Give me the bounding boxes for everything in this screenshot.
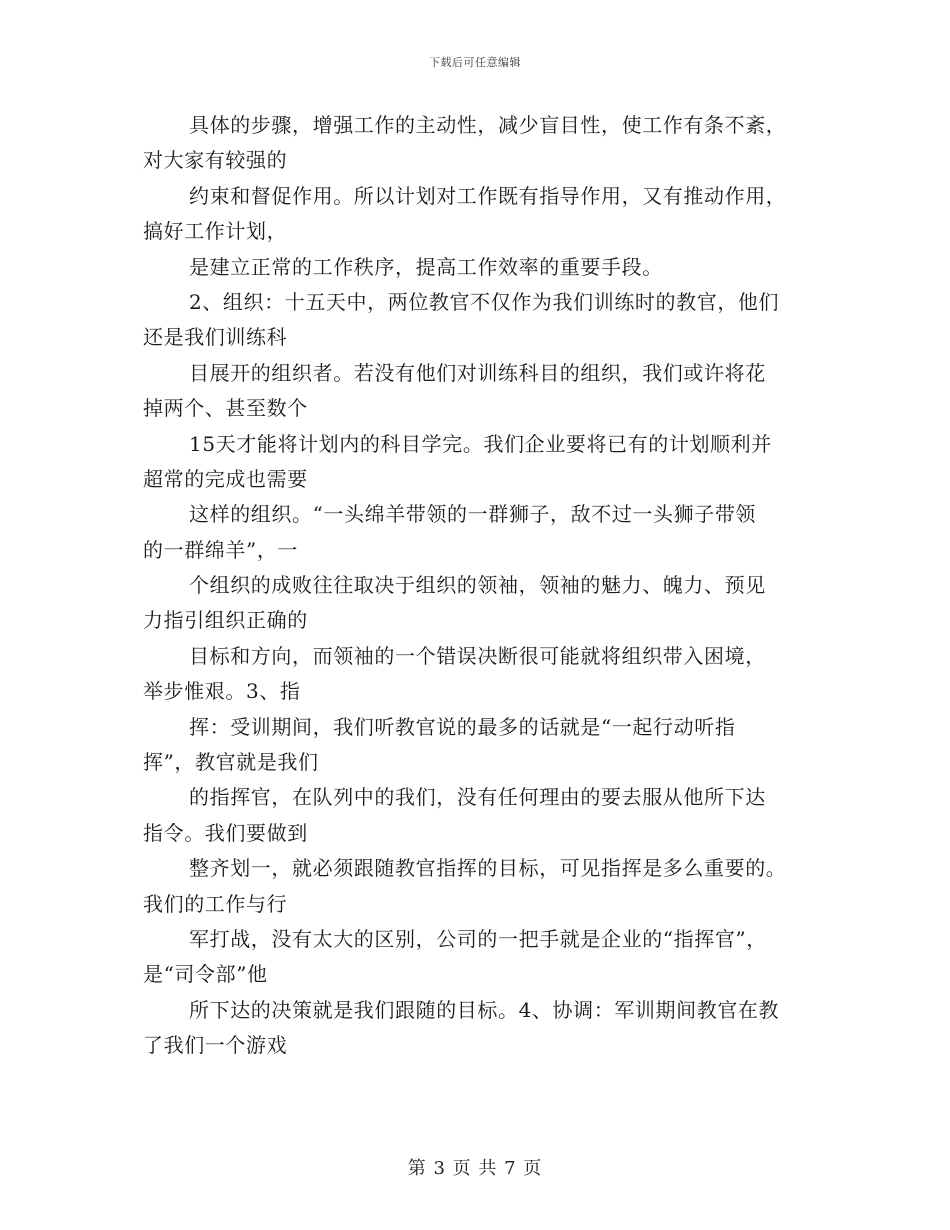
document-body xyxy=(143,108,813,1064)
text-line: 我们的工作与行 xyxy=(143,891,288,916)
text-line: 具体的步骤，增强工作的主动性，减少盲目性，使工作有条不紊， xyxy=(189,113,787,137)
text-line: 所下达的决策就是我们跟随的目标。4、协调：军训期间教官在教 xyxy=(189,997,780,1022)
text-line: 力指引组织正确的 xyxy=(143,608,308,633)
text-line: 对大家有较强的 xyxy=(143,148,288,173)
page-header: 下载后可任意编辑 xyxy=(429,56,521,69)
text-line: 的指挥官，在队列中的我们，没有任何理由的要去服从他所下达 xyxy=(189,785,766,810)
text-line: 指令。我们要做到 xyxy=(143,820,308,845)
text-line: 个组织的成败往往取决于组织的领袖，领袖的魅力、魄力、预见 xyxy=(189,573,766,598)
text-line: 目标和方向，而领袖的一个错误决断很可能就将组织带入困境， xyxy=(189,643,766,668)
text-line: 2、组织：十五天中，两位教官不仅作为我们训练时的教官，他们 xyxy=(189,289,780,314)
page-number: 第 3 页 共 7 页 xyxy=(407,1158,543,1179)
text-line: 超常的完成也需要 xyxy=(143,466,308,491)
text-line: 这样的组织。“一头绵羊带领的一群狮子，敌不过一头狮子带领 xyxy=(189,502,757,527)
text-line: 挥：受训期间，我们听教官说的最多的话就是“一起行动听指 xyxy=(189,714,736,739)
text-line: 还是我们训练科 xyxy=(143,325,288,350)
text-line: 目展开的组织者。若没有他们对训练科目的组织，我们或许将花 xyxy=(189,360,766,385)
text-line: 搞好工作计划， xyxy=(143,219,288,244)
text-line: 15天才能将计划内的科目学完。我们企业要将已有的计划顺利并 xyxy=(189,431,772,456)
text-line: 是建立正常的工作秩序，提高工作效率的重要手段。 xyxy=(189,254,663,279)
text-line: 整齐划一，就必须跟随教官指挥的目标，可见指挥是多么重要的。 xyxy=(189,856,787,881)
text-line: 了我们一个游戏 xyxy=(143,1033,288,1058)
text-line: 军打战，没有太大的区别，公司的一把手就是企业的“指挥官”， xyxy=(189,926,767,951)
text-line: 举步惟艰。3、指 xyxy=(143,679,301,704)
text-line: 掉两个、甚至数个 xyxy=(143,396,308,421)
text-line: 约束和督促作用。所以计划对工作既有指导作用，又有推动作用， xyxy=(189,183,787,208)
text-line: 挥”，教官就是我们 xyxy=(143,750,319,775)
text-line: 是“司令部”他 xyxy=(143,962,268,987)
text-line: 的一群绵羊”，一 xyxy=(143,537,299,562)
